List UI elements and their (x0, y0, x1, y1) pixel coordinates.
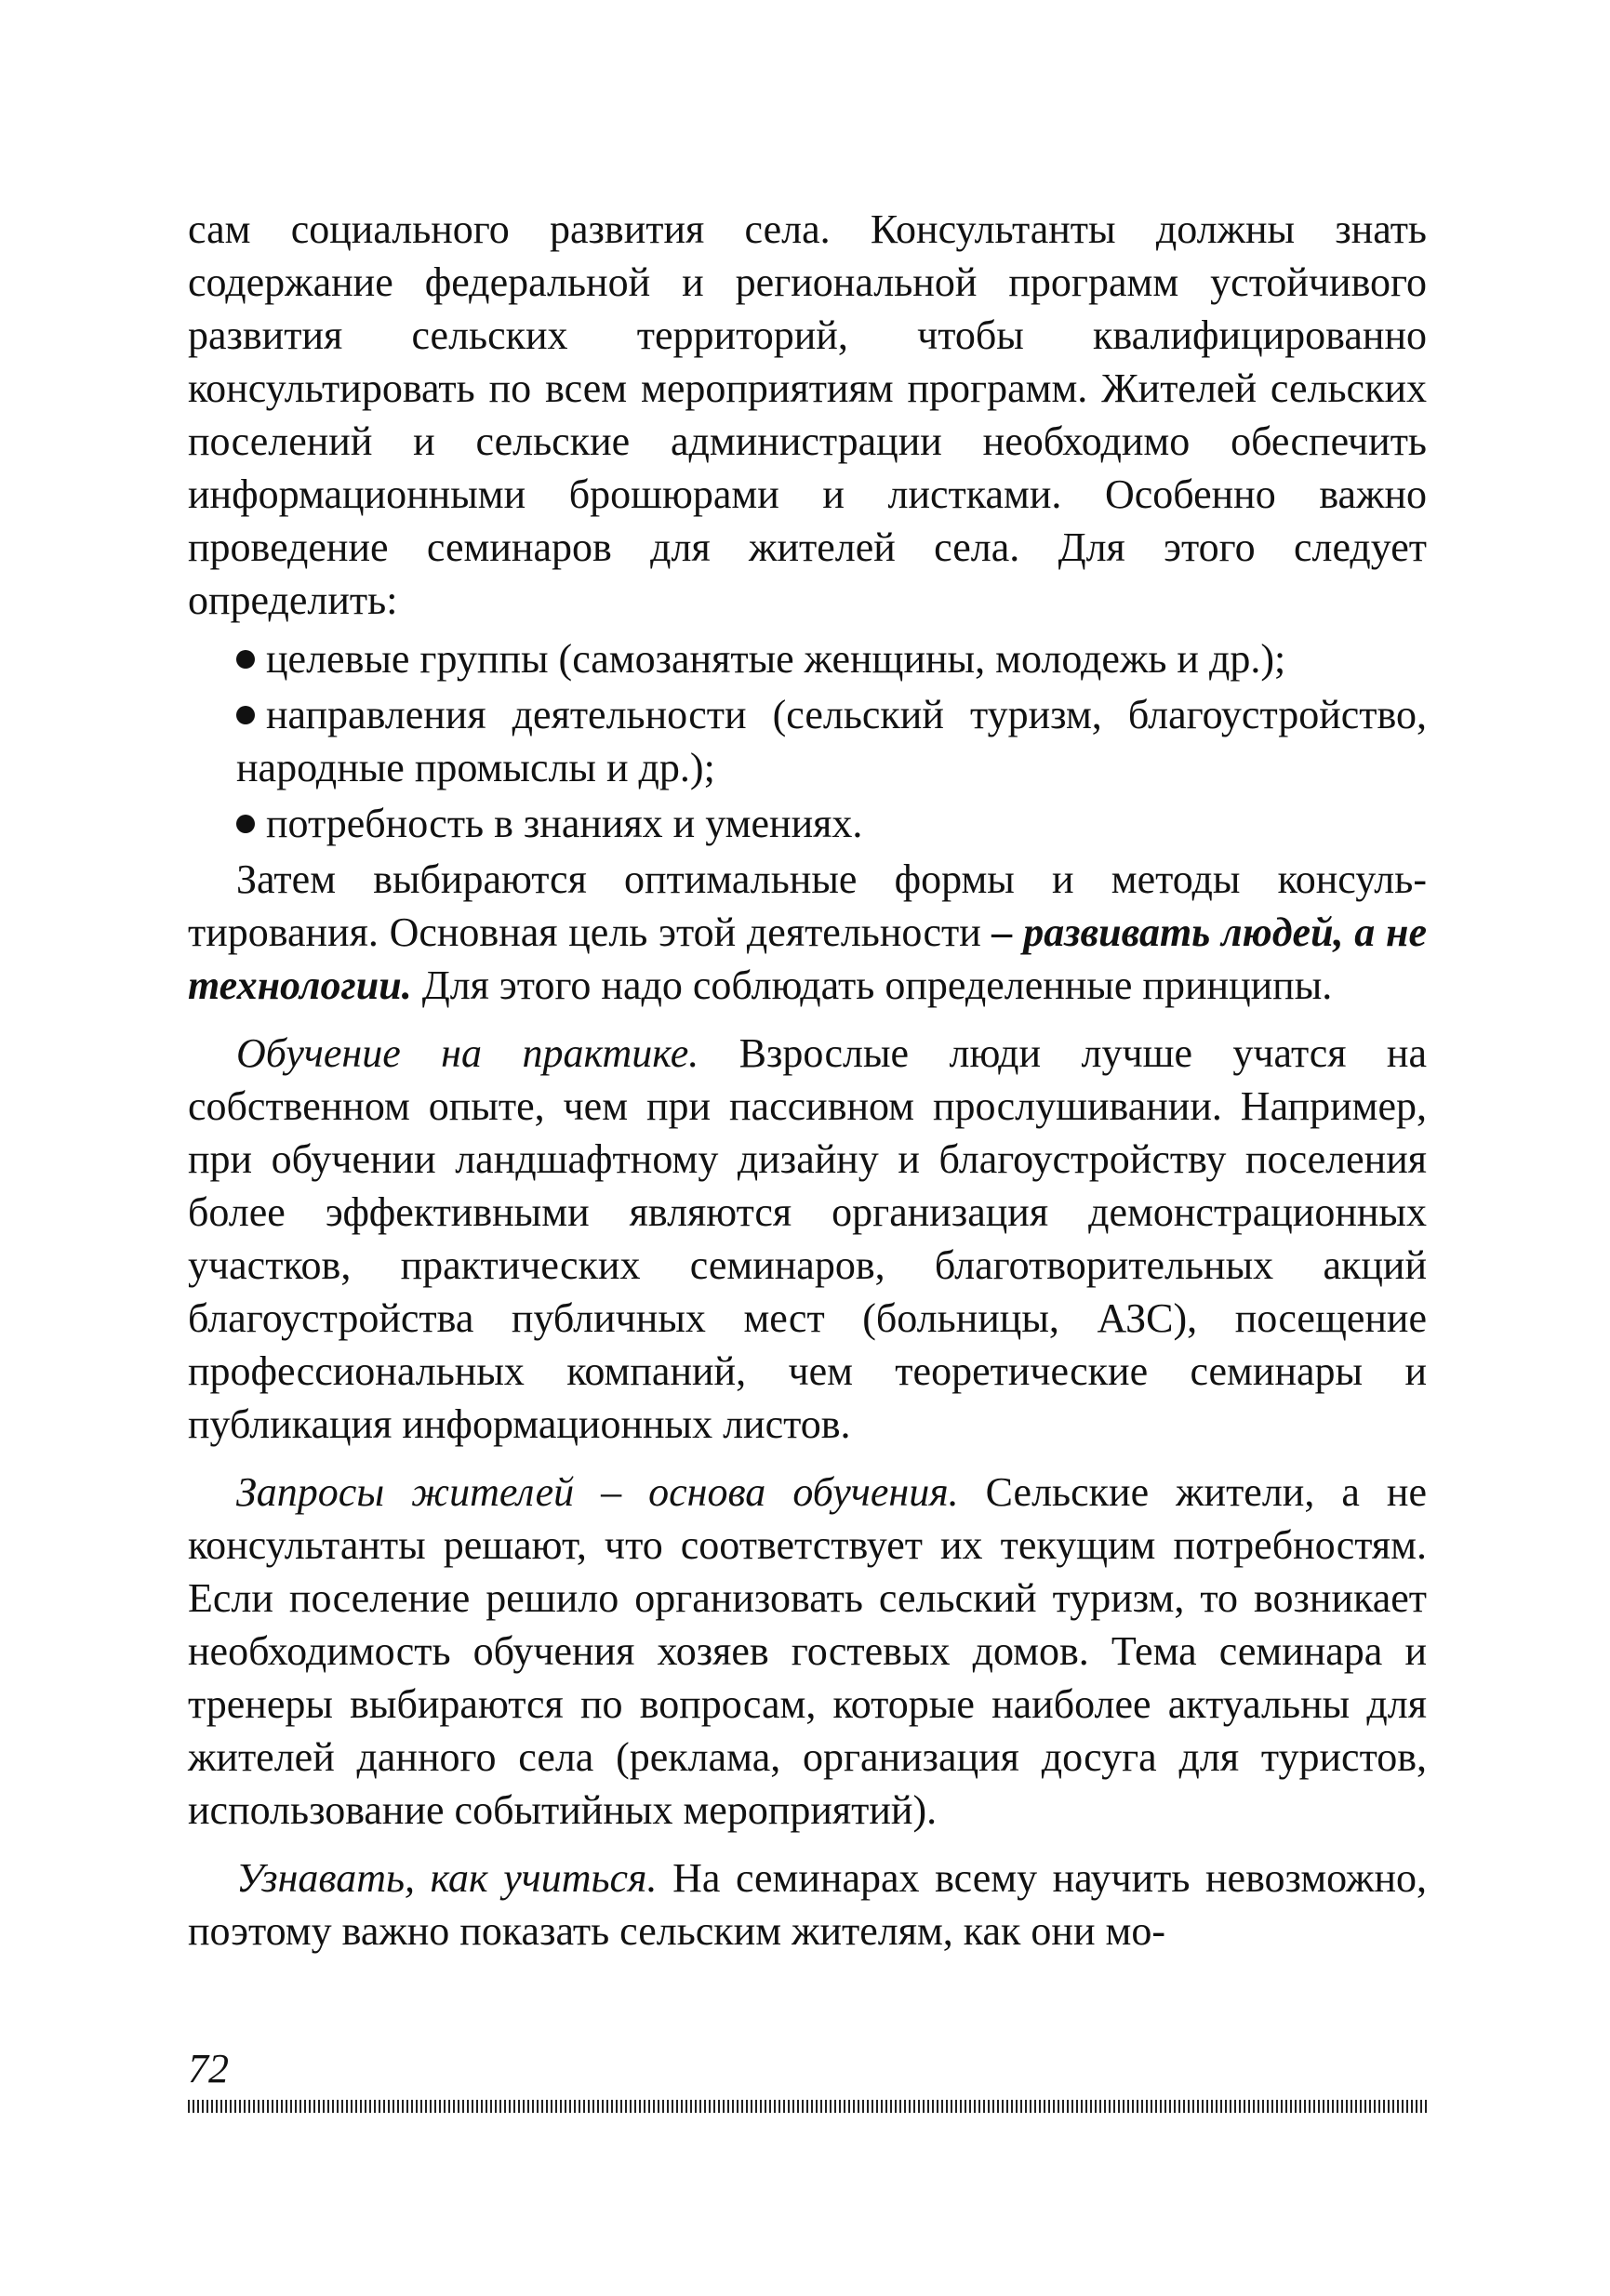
bullet-item (188, 688, 1427, 794)
bullet-text: потребность в знаниях и умениях. (266, 801, 863, 846)
paragraph-learning (188, 1851, 1427, 1958)
principle-heading: Узнавать, как учиться. (236, 1855, 658, 1901)
paragraph-goal-text-end: Для этого надо соблюдать определенные принципы. (411, 962, 1333, 1008)
bullet-icon (236, 706, 255, 724)
footer-decorative-rule (188, 2100, 1427, 2113)
bullet-text: целевые группы (самозанятые женщины, молодежь и др.); (266, 636, 1286, 682)
page-body (188, 203, 1427, 1958)
bullet-item (188, 632, 1427, 685)
principle-text: Сельские жители, а не консультанты решают, что соответствует их текущим потребностям. Если поселение решило организовать сельский туризм, то возникает необходимость обучения хозяев гостевых домов. Тема семинара и тренеры выбираются по вопросам, которые наиболее актуальны для жителей данного села (реклама, организация досуга для туристов, использование событийных мероприятий). (188, 1469, 1427, 1833)
principle-heading: Запросы жителей – основа обучения. (236, 1469, 959, 1515)
bullet-icon (236, 650, 255, 669)
bullet-list (188, 632, 1427, 850)
bullet-text: направления деятельности (сельский туризм, благоустройство, народные промыслы и др.); (236, 692, 1427, 790)
page-number: 72 (188, 2046, 229, 2091)
principle-text: На семинарах всему научить невозможно, поэтому важно показать сельским жителям, как они мо- (188, 1855, 1428, 1954)
paragraph-goal (188, 853, 1427, 1012)
paragraph-intro: сам социального развития села. Консультанты должны знать содержание федеральной и региональной программ устойчивого развития сельских территорий, чтобы квалифицированно консультировать по всем мероприятиям программ. Жителей сельских поселений и сельские администрации необходимо обеспечить информационными брошюрами и листками. Особенно важно проведение семинаров для жителей села. Для этого следует определить: (188, 206, 1427, 623)
paragraph-requests (188, 1466, 1427, 1837)
paragraph-goal-text: Затем выбираются оптимальные формы и методы консультирования. Основная цель этой деятельности (188, 856, 1427, 955)
paragraph-practice (188, 1027, 1427, 1451)
bullet-item (188, 797, 1427, 850)
paragraph-goal-emphasis: – развивать людей, а не технологии. (188, 909, 1427, 1008)
principle-text: Взрослые люди лучше учатся на собственном опыте, чем при пассивном прослушивании. Например, при обучении ландшафтному дизайну и благоустройству поселения более эффективными являются организация демонстрационных участков, практических семинаров, благотворительных акций благоустройства публичных мест (больницы, АЗС), посещение профессиональных компаний, чем теоретические семинары и публикация информационных листов. (188, 1030, 1427, 1447)
principle-heading: Обучение на практике. (236, 1030, 699, 1076)
bullet-icon (236, 815, 255, 833)
